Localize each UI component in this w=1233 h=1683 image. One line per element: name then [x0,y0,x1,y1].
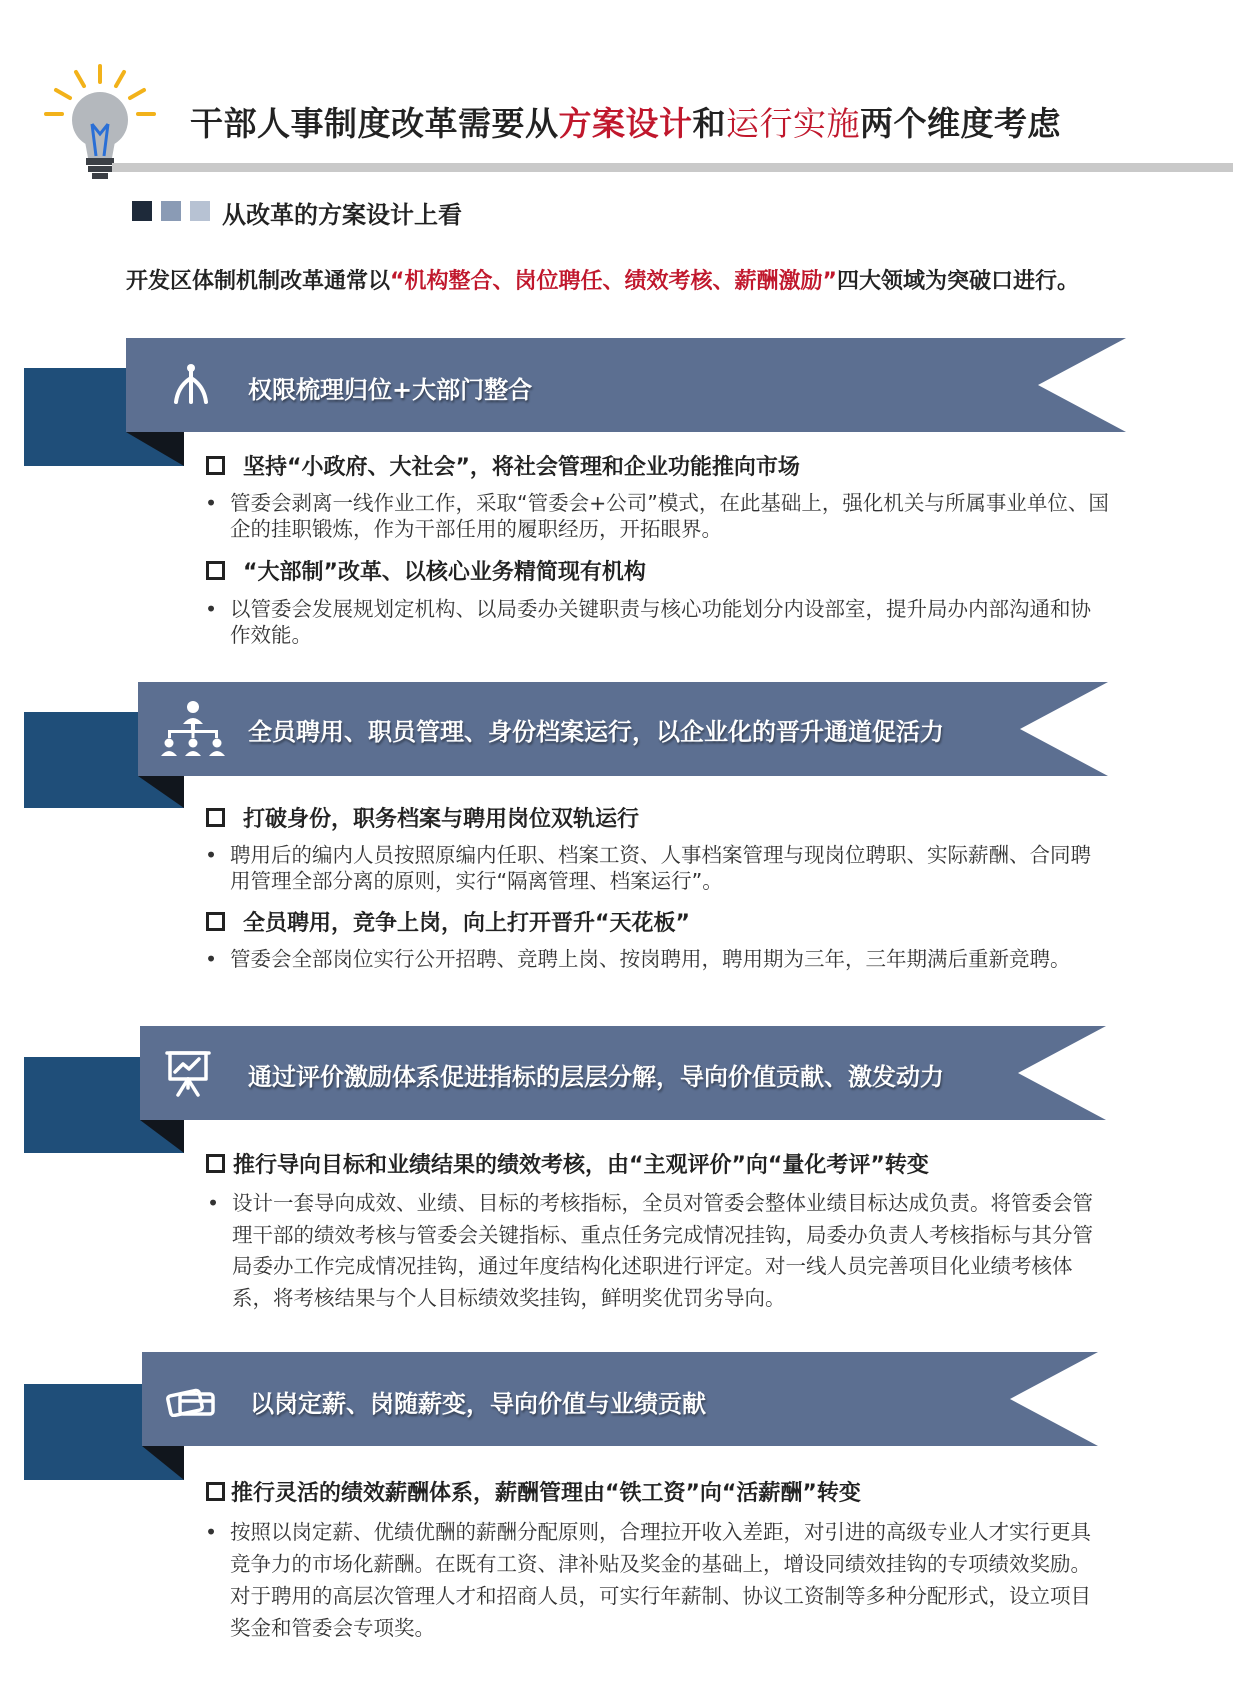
item-heading-text: “大部制”改革、以核心业务精简现有机构 [243,560,646,585]
section-4-item-1-bullet [205,1516,1098,1644]
bullet-dot-icon: • [205,491,218,515]
checkbox-square-icon [206,1154,225,1173]
org-split-icon [168,362,214,408]
title-part-3: 两个维度考虑 [860,104,1061,143]
bullet-text: 按照以岗定薪、优绩优酬的薪酬分配原则，合理拉开收入差距，对引进的高级专业人才实行更具竞争力的市场化薪酬。在既有工资、津补贴及奖金的基础上，增设同绩效挂钩的专项绩效奖励。对于聘用的高层次管理人才和招商人员，可实行年薪制、协议工资制等多种分配形式，设立项目奖金和管委会专项奖。 [230,1520,1091,1640]
bullet-text: 设计一套导向成效、业绩、目标的考核指标，全员对管委会整体业绩目标达成负责。将管委会管理干部的绩效考核与管委会关键指标、重点任务完成情况挂钩，局委办负责人考核指标与其分管局委办工作完成情况挂钩，通过年度结构化述职进行评定。对一线人员完善项目化业绩考核体系，将考核结果与个人目标绩效奖挂钩，鲜明奖优罚劣导向。 [232,1191,1093,1310]
title-underline-bar [112,163,1233,172]
bullet-dot-icon: • [207,1191,220,1215]
section-2-item-2-heading [206,906,690,937]
section-4-fold-shadow [142,1446,184,1480]
title-highlight-1: 方案设计 [558,104,693,143]
item-heading-text: 全员聘用，竞争上岗，向上打开晋升“天花板” [243,911,690,936]
checkbox-square-icon [206,1482,225,1501]
item-heading-text: 坚持“小政府、大社会”，将社会管理和企业功能推向市场 [243,455,800,480]
section-3-item-1-heading [206,1148,929,1179]
intro-highlight: “机构整合、岗位聘任、绩效考核、薪酬激励” [390,269,837,294]
square-mid [161,201,181,221]
bullet-dot-icon: • [205,1520,218,1544]
section-2-fold-shadow [138,776,184,808]
subheading-squares [132,201,210,221]
square-light [190,201,210,221]
page-title [190,98,1061,145]
bullet-text: 以管委会发展规划定机构、以局委办关键职责与核心功能划分内设部室，提升局办内部沟通和协作效能。 [230,597,1091,647]
title-part-2: 和 [692,104,726,143]
section-1-item-1-heading [206,450,800,481]
intro-prefix: 开发区体制机制改革通常以 [126,269,391,294]
section-3-title: 通过评价激励体系促进指标的层层分解，导向价值贡献、激发动力 [248,1063,944,1091]
intro-suffix: 四大领域为突破口进行。 [836,269,1079,294]
checkbox-square-icon [206,456,225,475]
section-1-item-2-heading [206,555,646,586]
checkbox-square-icon [206,808,225,827]
bullet-text: 管委会全部岗位实行公开招聘、竞聘上岗、按岗聘用，聘用期为三年，三年期满后重新竞聘。 [230,947,1071,971]
section-1-item-1-bullet [205,490,1110,542]
section-2-item-2-bullet [205,946,1130,972]
presentation-chart-icon [164,1048,212,1098]
subheading: 从改革的方案设计上看 [222,201,462,229]
item-heading-text: 推行灵活的绩效薪酬体系，薪酬管理由“铁工资”向“活薪酬”转变 [231,1481,861,1506]
checkbox-square-icon [206,561,225,580]
intro-text [126,264,1079,295]
checkbox-square-icon [206,912,225,931]
hierarchy-people-icon [160,700,226,758]
section-1-title: 权限梳理归位+大部门整合 [248,376,533,404]
cards-money-icon [166,1383,216,1417]
bullet-dot-icon: • [205,843,218,867]
bullet-text: 聘用后的编内人员按照原编内任职、档案工资、人事档案管理与现岗位聘职、实际薪酬、合同聘用管理全部分离的原则，实行“隔离管理、档案运行”。 [230,843,1091,893]
item-heading-text: 推行导向目标和业绩结果的绩效考核，由“主观评价”向“量化考评”转变 [233,1153,929,1178]
section-4-title: 以岗定薪、岗随薪变，导向价值与业绩贡献 [250,1390,706,1418]
square-dark [132,201,152,221]
section-2-title: 全员聘用、职员管理、身份档案运行，以企业化的晋升通道促活力 [248,718,944,746]
bullet-dot-icon: • [205,947,218,971]
bullet-text: 管委会剥离一线作业工作，采取“管委会+公司”模式，在此基础上，强化机关与所属事业单位、国企的挂职锻炼，作为干部任用的履职经历，开拓眼界。 [230,491,1109,541]
section-1-fold-shadow [126,432,184,466]
section-3-item-1-bullet [207,1188,1112,1314]
section-1-item-2-bullet [205,596,1110,648]
title-highlight-2: 运行实施 [726,104,860,143]
item-heading-text: 打破身份，职务档案与聘用岗位双轨运行 [243,807,640,832]
bullet-dot-icon: • [205,597,218,621]
section-3-fold-shadow [140,1120,184,1153]
section-4-item-1-heading [206,1476,861,1507]
section-2-item-1-bullet [205,842,1110,894]
section-2-item-1-heading [206,802,639,833]
title-part-1: 干部人事制度改革需要从 [190,104,559,143]
